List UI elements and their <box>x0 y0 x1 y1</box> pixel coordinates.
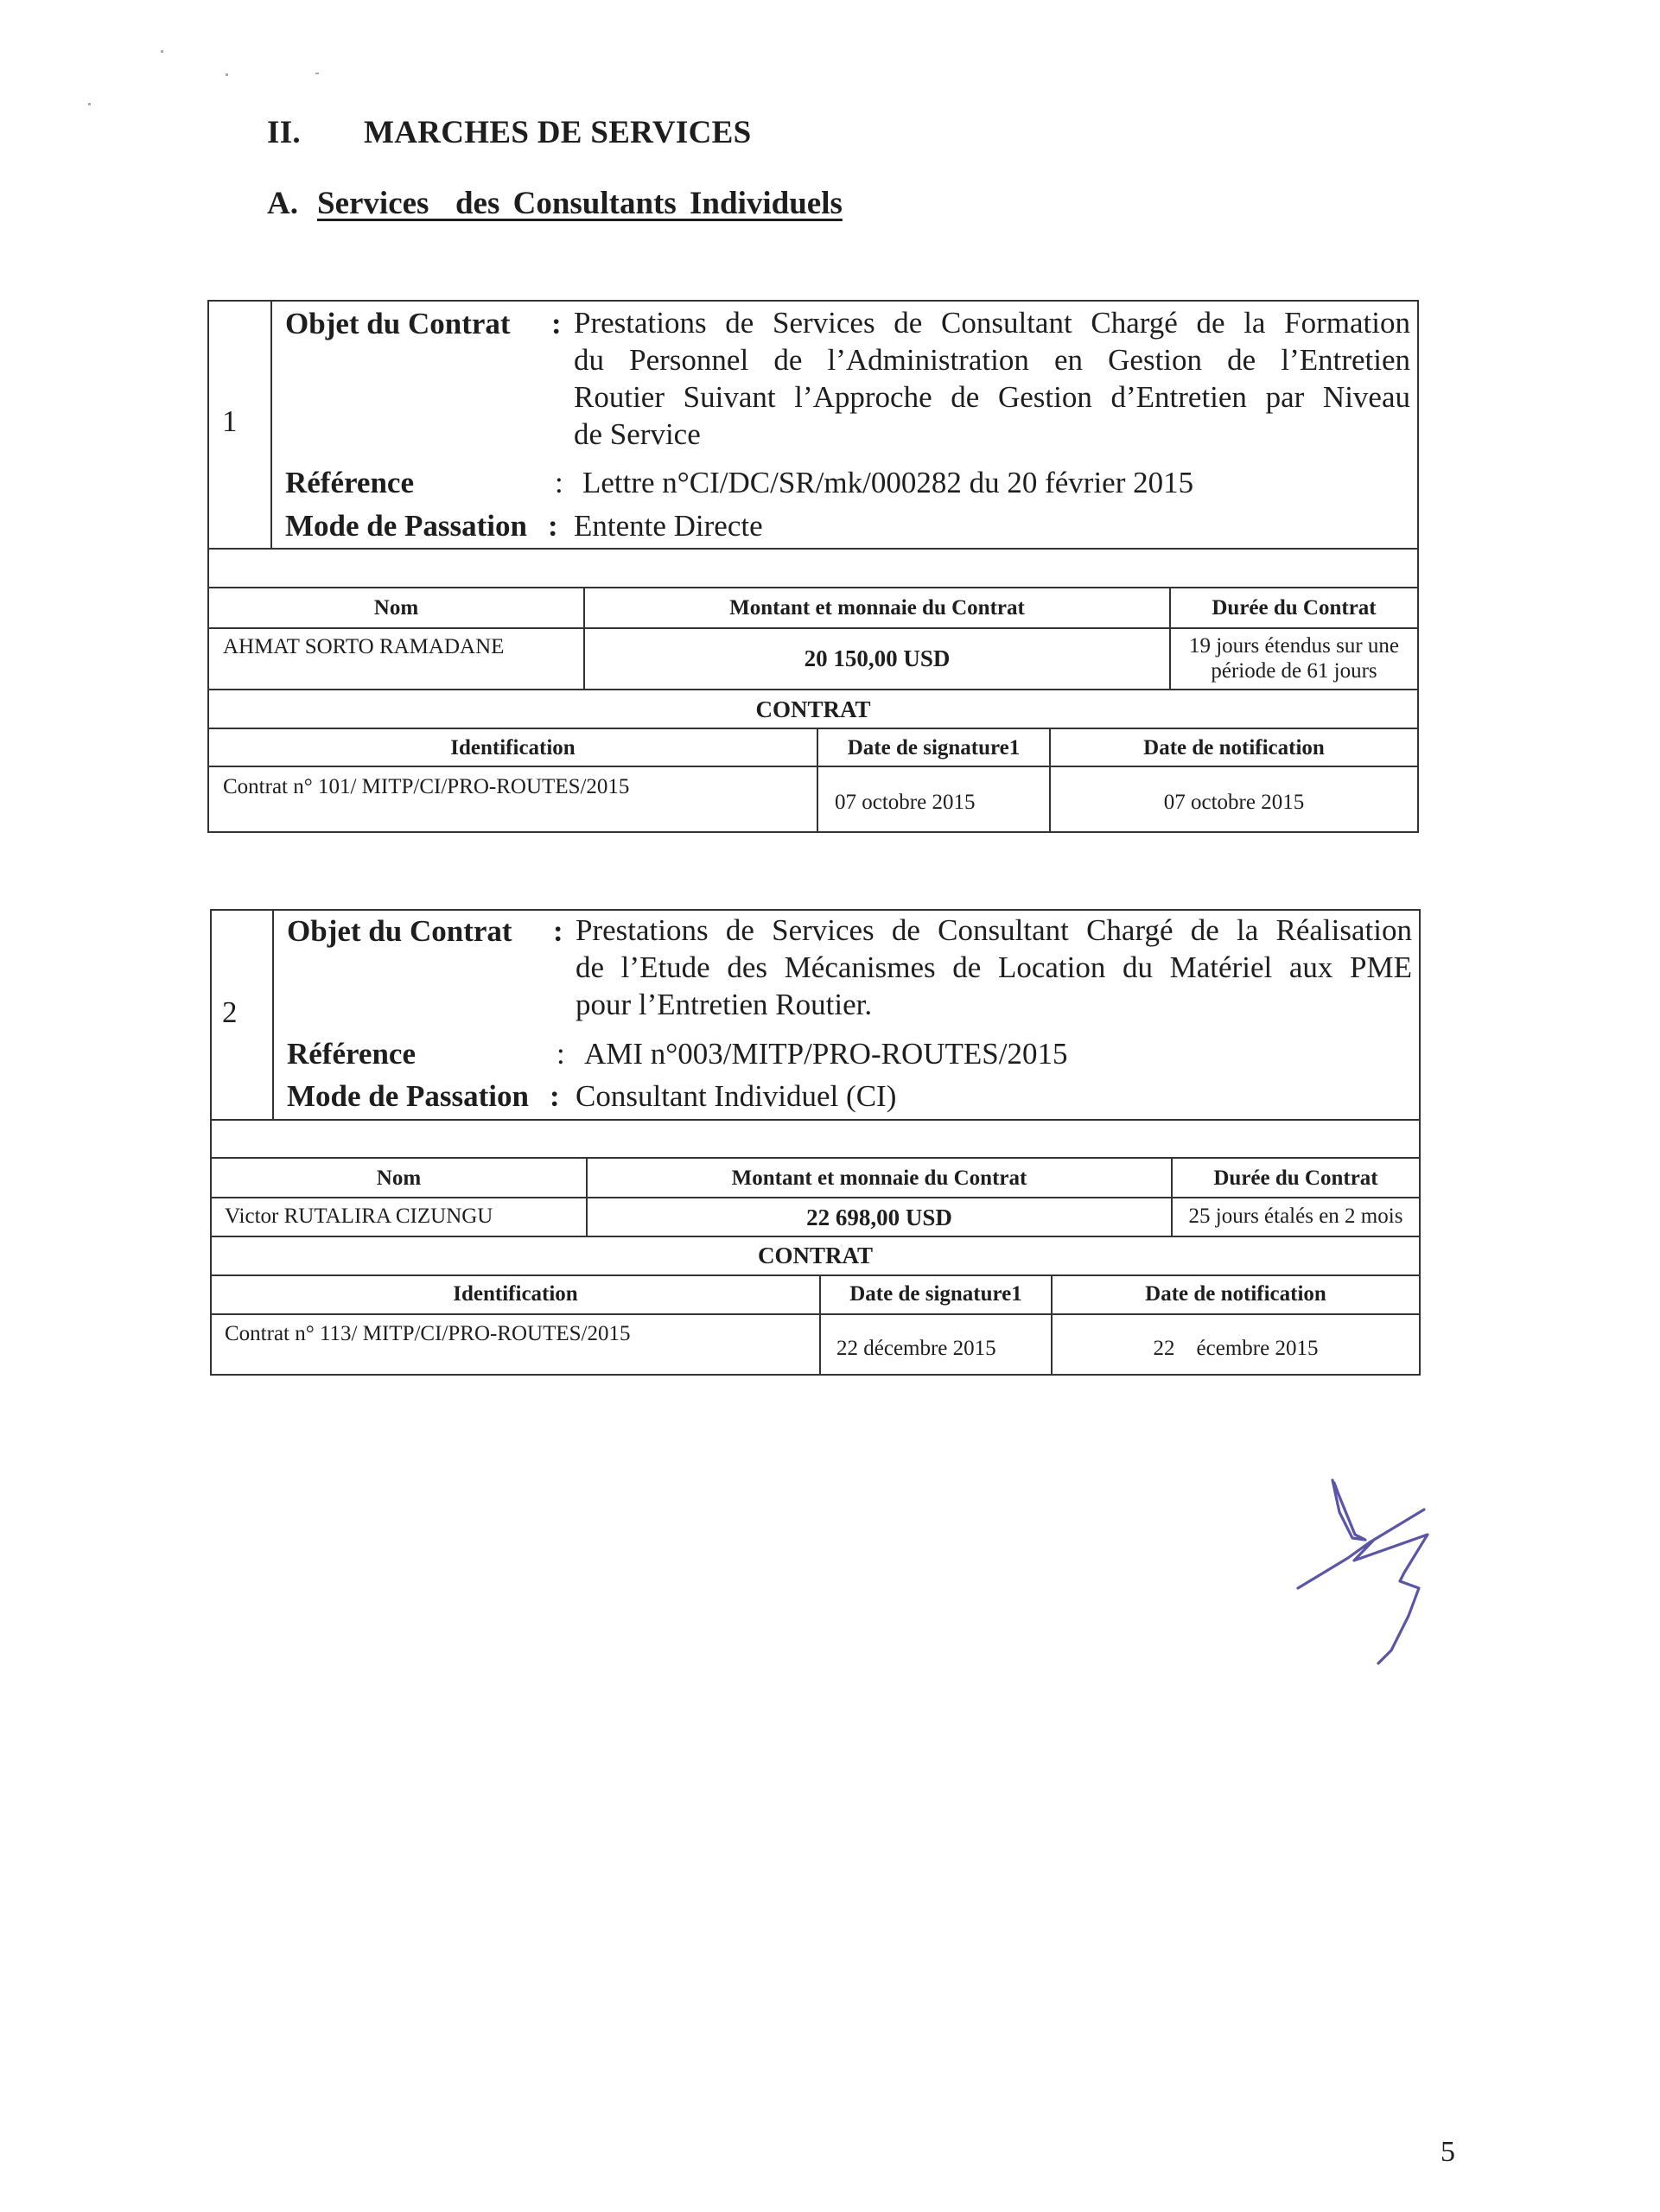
row-divider <box>210 1313 1421 1315</box>
objet-label: Objet du Contrat <box>285 307 511 340</box>
header-montant: Montant et monnaie du Contrat <box>731 1166 1027 1190</box>
objet-separator: : <box>553 914 563 948</box>
reference-label: Référence <box>287 1037 416 1071</box>
contract-amount: 22 698,00 USD <box>806 1205 952 1230</box>
consultant-name: AHMAT SORTO RAMADANE <box>223 635 505 658</box>
row-divider <box>207 627 1419 629</box>
contract-index: 2 <box>222 995 238 1029</box>
section-heading <box>267 114 752 151</box>
row-divider <box>210 1197 1421 1198</box>
header-duree: Durée du Contrat <box>1212 596 1377 620</box>
objet-line: Prestations de Services de Consultant Chargé de la Réalisation <box>576 913 1412 947</box>
objet-line: de Service <box>574 417 701 451</box>
page-number: 5 <box>1441 2136 1455 2168</box>
objet-line: du Personnel de l’Administration en Gestion de l’Entretien <box>574 343 1410 377</box>
scan-speck <box>161 50 163 53</box>
contract-duration <box>1171 633 1417 683</box>
mode-value: Entente Directe <box>574 509 763 543</box>
row-divider <box>210 1274 1421 1276</box>
scan-speck <box>88 103 91 105</box>
header-identification: Identification <box>453 1282 578 1306</box>
notification-date: 07 octobre 2015 <box>1163 791 1305 814</box>
subsection-heading <box>267 185 843 222</box>
header-nom: Nom <box>373 596 419 620</box>
duration-line: 19 jours étendus sur une <box>1188 634 1400 658</box>
reference-value: AMI n°003/MITP/PRO-ROUTES/2015 <box>584 1037 1068 1071</box>
contract-identification: Contrat n° 113/ MITP/CI/PRO-ROUTES/2015 <box>225 1322 631 1345</box>
row-divider <box>210 1236 1421 1237</box>
row-divider <box>210 1119 1421 1121</box>
notification-date: 22 écembre 2015 <box>1153 1337 1319 1360</box>
signature-date: 22 décembre 2015 <box>836 1337 996 1360</box>
row-divider <box>207 689 1419 690</box>
contrat-label: CONTRAT <box>755 696 871 722</box>
contract-amount: 20 150,00 USD <box>804 645 951 671</box>
contrat-label: CONTRAT <box>757 1243 873 1268</box>
scan-speck <box>226 73 228 76</box>
reference-value: Lettre n°CI/DC/SR/mk/000282 du 20 février 2015 <box>582 466 1194 499</box>
mode-separator: : <box>550 1079 560 1113</box>
row-divider <box>207 548 1419 550</box>
reference-separator: : <box>555 466 563 499</box>
index-column-divider <box>270 300 272 549</box>
subsection-label: A. <box>267 186 298 221</box>
handwritten-signature <box>1253 1452 1469 1685</box>
objet-line: pour l’Entretien Routier. <box>576 988 873 1021</box>
header-notification-date: Date de notification <box>1143 736 1325 760</box>
section-title: MARCHES DE SERVICES <box>364 115 752 150</box>
objet-text <box>576 912 1412 1023</box>
header-identification: Identification <box>450 736 576 760</box>
duration-line: période de 61 jours <box>1211 659 1377 683</box>
mode-value: Consultant Individuel (CI) <box>576 1079 897 1113</box>
row-divider <box>207 766 1419 767</box>
reference-label: Référence <box>285 466 414 499</box>
mode-label: Mode de Passation <box>287 1079 529 1113</box>
index-column-divider <box>272 909 274 1120</box>
header-signature-date: Date de signature1 <box>849 1282 1022 1306</box>
subsection-title: Services des Consultants Individuels <box>317 186 843 221</box>
header-duree: Durée du Contrat <box>1213 1166 1378 1190</box>
section-number: II. <box>267 115 301 150</box>
objet-separator: : <box>551 307 562 340</box>
reference-separator: : <box>557 1037 565 1071</box>
row-divider <box>207 587 1419 588</box>
contract-index: 1 <box>222 404 238 438</box>
consultant-name: Victor RUTALIRA CIZUNGU <box>225 1205 493 1228</box>
objet-line: Routier Suivant l’Approche de Gestion d’Entretien par Niveau <box>574 380 1410 414</box>
objet-line: Prestations de Services de Consultant Chargé de la Formation <box>574 306 1410 340</box>
objet-text <box>574 304 1410 453</box>
header-nom: Nom <box>376 1166 422 1190</box>
header-signature-date: Date de signature1 <box>847 736 1021 760</box>
objet-label: Objet du Contrat <box>287 914 512 948</box>
mode-separator: : <box>548 509 558 543</box>
signature-date: 07 octobre 2015 <box>835 791 976 814</box>
objet-line: de l’Etude des Mécanismes de Location du Matériel aux PME <box>576 950 1412 984</box>
contract-duration: 25 jours étalés en 2 mois <box>1188 1205 1403 1228</box>
header-notification-date: Date de notification <box>1145 1282 1326 1306</box>
contract-identification: Contrat n° 101/ MITP/CI/PRO-ROUTES/2015 <box>223 775 630 798</box>
header-montant: Montant et monnaie du Contrat <box>729 596 1025 620</box>
row-divider <box>210 1157 1421 1159</box>
row-divider <box>207 728 1419 729</box>
mode-label: Mode de Passation <box>285 509 527 543</box>
scan-speck <box>315 73 319 74</box>
